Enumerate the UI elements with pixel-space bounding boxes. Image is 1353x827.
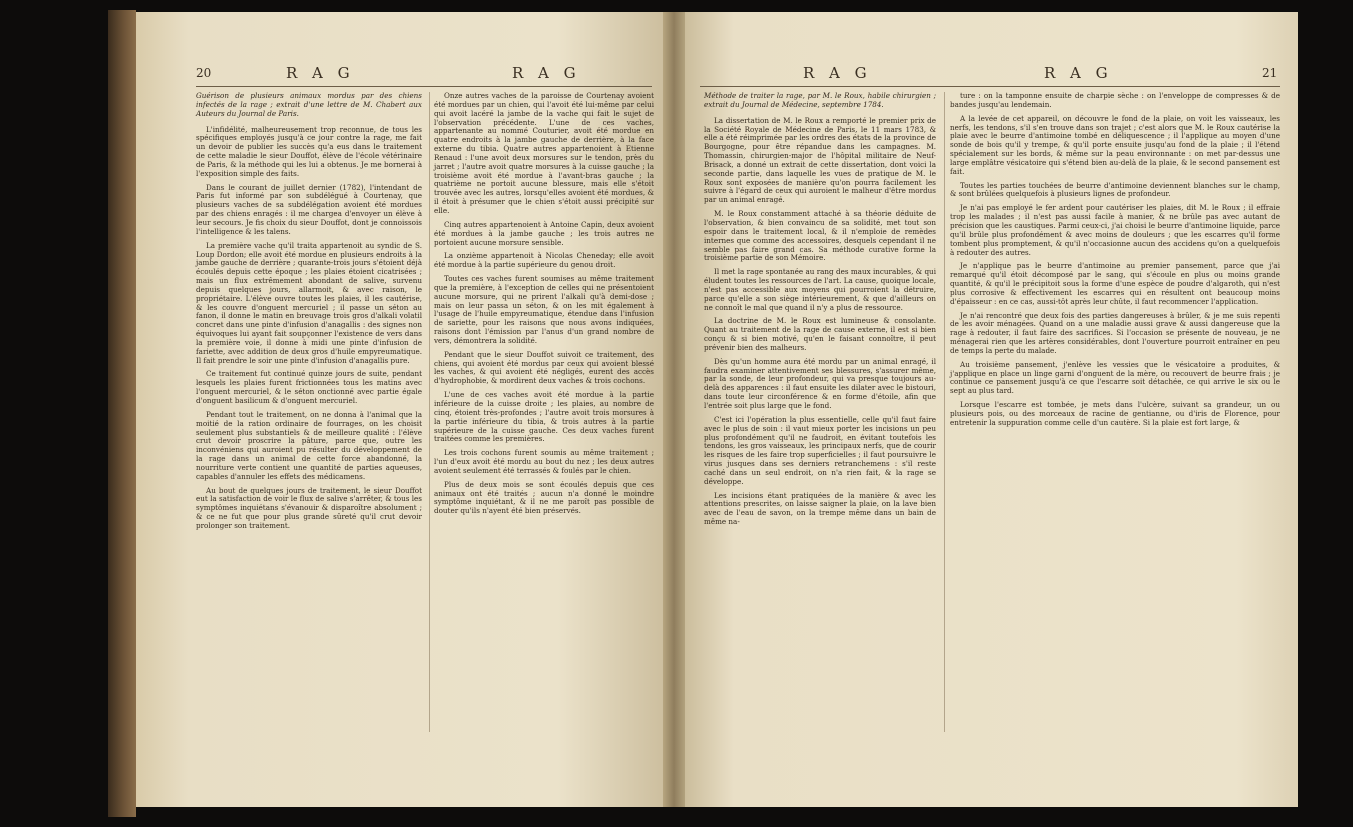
page-number-right: 21 <box>1262 66 1278 80</box>
left-page-column-2 <box>434 92 654 521</box>
paragraph: La doctrine de M. le Roux est lumineuse & consolante. Quant au traitement de la rage de cause externe, il est si bien conçu & si bien motivé, qu'en le faisant connoître, il peut prévenir bien des malheurs. <box>704 316 936 352</box>
article-title: Guérison de plusieurs animaux mordus par des chiens infectés de la rage ; extrait d'une lettre de M. Chabert aux Auteurs du Journal de Paris. <box>196 91 422 118</box>
paragraph: Au bout de quelques jours de traitement, le sieur Douffot eut la satisfaction de voir le flux de salive s'arrêter, & tous les symptômes inquiétans s'évanouir & disparoître absolument ; & ce ne fut que pour plus grande sûreté qu'il crut devoir prolonger son traitement. <box>196 485 422 530</box>
paragraph: Onze autres vaches de la paroisse de Courtenay avoient été mordues par un chien, qui l'avoit été lui-même par celui qui avoit lacéré la jambe de la vache qui fait le sujet de l'observation précédente. L'une de ces vaches, appartenante au nommé Couturier, avoit été mordue en quatre endroits à la jambe gauche de derrière, à la face externe du tibia. Quatre autres appartenoient à Etienne Renaud : l'une avoit deux morsures sur le tendon, près du jarret ; l'autre avoit quatre morsures à la cuisse gauche ; la troisième avoit été mordue à l'avant-bras gauche ; la quatrième ne portoit aucune blessure, mais elle s'étoit trouvée avec les autres, lorsqu'elles avoient été mordues, & il étoit à présumer que le chien s'étoit aussi précipité sur elle. <box>434 91 654 215</box>
running-head-right-col2: R A G <box>1044 64 1113 82</box>
paragraph: Toutes les parties touchées de beurre d'antimoine deviennent blanches sur le champ, & sont brûlées quelquefois à plusieurs lignes de profondeur. <box>950 180 1280 199</box>
paragraph: C'est ici l'opération la plus essentielle, celle qu'il faut faire avec le plus de soin : il vaut mieux porter les incisions un peu plus profondément qu'il ne faudroit, en évitant toutefois les tendons, les gros vaisseaux, les principaux nerfs, que de courir les risques de les faire trop superficielles ; il faut poursuivre le virus jusques dans ses derniers retranchemens : s'il reste caché dans un seul endroit, on n'a rien fait, & la rage se développe. <box>704 414 936 486</box>
right-page-column-1 <box>704 92 936 532</box>
column-divider-right <box>944 92 945 732</box>
paragraph: L'une de ces vaches avoit été mordue à la partie inférieure de la cuisse droite ; les plaies, au nombre de cinq, étoient très-profondes ; l'autre avoit trois morsures à la partie inférieure du tibia, & trois autres à la partie supérieure de la cuisse gauche. Ces deux vaches furent traitées comme les premières. <box>434 390 654 444</box>
paragraph: Dès qu'un homme aura été mordu par un animal enragé, il faudra examiner attentivement ses blessures, s'assurer même, par la sonde, de leur profondeur, qui va presque toujours au-delà des apparences : il faut ensuite les dilater avec le bistouri, dans toute leur circonférence & en forme d'étoile, afin que l'entrée soit plus large que le fond. <box>704 356 936 410</box>
paragraph: Je n'applique pas le beurre d'antimoine au premier pansement, parce que j'ai remarqué qu'il étoit décomposé par le sang, qui s'écoule en plus ou moins grande quantité, & qu'il le précipitoit sous la forme d'une espèce de poudre d'algaroth, qui n'est plus corrosive & effectivement les escarres qui en résultent ont beaucoup moins d'épaisseur : en ce cas, aussi-tôt après leur chûte, il faut recommencer l'application. <box>950 261 1280 306</box>
paragraph: Dans le courant de juillet dernier (1782), l'intendant de Paris fut informé par son subdélégué à Courtenay, que plusieurs vaches de sa subdélégation avoient été mordues par des chiens enragés : il me chargea d'envoyer un élève à leur secours. Je fis choix du sieur Douffot, dont je connoissois l'intelligence & les talens. <box>196 182 422 236</box>
paragraph: Je n'ai pas employé le fer ardent pour cautériser les plaies, dit M. le Roux ; il effraie trop les malades ; il n'est pas aussi facile à manier, & ne brûle pas avec autant de précision que les caustiques. Parmi ceux-ci, j'ai choisi le beurre d'antimoine liquide, parce qu'il brûle plus profondément & avec moins de douleurs ; que les escarres qu'il forme tombent plus promptement, & qu'il n'occasionne aucun des accidens qu'on a quelquefois à redouter des autres. <box>950 203 1280 257</box>
paragraph: La première vache qu'il traita appartenoit au syndic de S. Loup Dordon; elle avoit été mordue en plusieurs endroits à la jambe gauche de derrière ; quarante-trois jours s'étoient déjà écoulés depuis cette époque ; les plaies étoient cicatrisées ; mais un flux extrêmement abondant de salive, survenu depuis quelques jours, allarmoit, & avec raison, le propriétaire. L'élève ouvre toutes les plaies, il les cautérise, & les couvre d'onguent mercuriel ; il passe un séton au fanon, il donne le matin en breuvage trois gros d'alkali volatil concret dans une pinte d'infusion d'anagallis : des signes non équivoques lui ayant fait soupçonner l'existence de vers dans la première voie, il donne à midi une pinte d'infusion de fariette, avec addition de deux gros d'huile empyreumatique. Il fait prendre le soir une pinte d'infusion d'anagallis pure. <box>196 240 422 365</box>
page-number-left: 20 <box>196 66 212 80</box>
paragraph: Je n'ai rencontré que deux fois des parties dangereuses à brûler, & je me suis repenti de les avoir ménagées. Quand on a une maladie aussi grave & aussi dangereuse que la rage à redouter, il faut faire des sacrifices. Si l'occasion se présente de nouveau, je ne ménagerai rien que les artères considérables, dont l'ouverture pourroit entraîner en peu de temps la perte du malade. <box>950 310 1280 355</box>
paragraph: Pendant tout le traitement, on ne donna à l'animal que la moitié de la ration ordinaire de fourrages, on les choisit seulement plus substantiels & de meilleure qualité : l'élève crut devoir proscrire la pâture, parce que, outre les inconvéniens qui auroient pu résulter du développement de la rage dans un animal de cette force abandonné, la nourriture verte contient une quantité de parties aqueuses, capables d'annuler les effets des médicamens. <box>196 409 422 481</box>
paragraph: Ce traitement fut continué quinze jours de suite, pendant lesquels les plaies furent frictionnées tous les matins avec l'onguent mercuriel, & le séton onctionné avec partie égale d'onguent basilicum & d'onguent mercuriel. <box>196 369 422 405</box>
paragraph: A la levée de cet appareil, on découvre le fond de la plaie, on voit les vaisseaux, les nerfs, les tendons, s'il s'en trouve dans son trajet ; c'est alors que M. le Roux cautérise la plaie avec le beurre d'antimoine tombé en déliquescence ; il l'applique au moyen d'une sonde de bois qu'il y trempe, & qu'il porte ensuite jusqu'au fond de la plaie ; il l'étend spécialement sur les bords, & même sur la peau environnante : on met par-dessus une large emplâtre vésicatoire qui s'étend bien au-delà de la plaie, & le second pansement est fait. <box>950 113 1280 176</box>
right-page-column-2 <box>950 92 1280 433</box>
book-gutter <box>663 12 685 807</box>
left-page-column-1 <box>196 92 422 536</box>
paragraph: La onzième appartenoit à Nicolas Cheneday; elle avoit été mordue à la partie supérieure du genou droit. <box>434 251 654 270</box>
paragraph: Toutes ces vaches furent soumises au même traitement que la première, à l'exception de celles qui ne présentoient aucune morsure, qui ne prirent l'alkali qu'à demi-dose ; mais on leur passa un séton, & on les mit également à l'usage de l'huile empyreumatique, étendue dans l'infusion de sariette, pour les raisons que nous avons indiquées, raisons dont l'émission par l'anus d'un grand nombre de vers, démontrera la solidité. <box>434 274 654 345</box>
running-head-left-col2: R A G <box>512 64 581 82</box>
header-rule-left <box>196 86 652 87</box>
running-head-right-col1: R A G <box>803 64 872 82</box>
paragraph: Les trois cochons furent soumis au même traitement ; l'un d'eux avoit été mordu au bout du nez ; les deux autres avoient seulement été terrassés & foulés par le chien. <box>434 448 654 475</box>
paragraph: ture : on la tamponne ensuite de charpie sèche : on l'enveloppe de compresses & de bandes jusqu'au lendemain. <box>950 91 1280 109</box>
paragraph: Cinq autres appartenoient à Antoine Capin, deux avoient été mordues à la jambe gauche ; les trois autres ne portoient aucune morsure sensible. <box>434 219 654 247</box>
paragraph: L'infidélité, malheureusement trop reconnue, de tous les spécifiques employés jusqu'à ce jour contre la rage, me fait un devoir de publier les succès qu'a eus dans le traitement de cette maladie le sieur Douffot, élève de l'école vétérinaire de Paris, & la méthode qui les lui a obtenus. Je me bornerai à l'exposition simple des faits. <box>196 124 422 178</box>
paragraph: M. le Roux constamment attaché à sa théorie déduite de l'observation, & bien convaincu de sa solidité, met tout son espoir dans le traitement local, & il n'emploie de remèdes internes que comme des accessoires, desquels cependant il ne semble pas faire grand cas. Sa méthode curative forme la troisième partie de son Mémoire. <box>704 209 936 263</box>
paragraph: Plus de deux mois se sont écoulés depuis que ces animaux ont été traités ; aucun n'a donné le moindre symptôme inquiétant, & il ne me paroît pas possible de douter qu'ils n'ayent été bien préservés. <box>434 479 654 516</box>
article-title: Méthode de traiter la rage, par M. le Roux, habile chirurgien ; extrait du Journal de Médecine, septembre 1784. <box>704 91 936 109</box>
paragraph: Au troisième pansement, j'enlève les vessies que le vésicatoire a produites, & j'applique en place un linge garni d'onguent de la mère, ou recouvert de beurre frais ; je continue ce pansement jusqu'à ce que l'escarre soit détachée, ce qui arrive le six ou le sept au plus tard. <box>950 359 1280 396</box>
paragraph: Lorsque l'escarre est tombée, je mets dans l'ulcère, suivant sa grandeur, un ou plusieurs pois, ou des morceaux de racine de gentianne, ou d'iris de Florence, pour entretenir la suppuration comme celle d'un cautère. Si la plaie est fort large, & <box>950 400 1280 427</box>
header-rule-right <box>700 86 1280 87</box>
column-divider-left <box>429 92 430 732</box>
running-head-left-col1: R A G <box>286 64 355 82</box>
paragraph: Pendant que le sieur Douffot suivoit ce traitement, des chiens, qui avoient été mordus par ceux qui avoient blessé les vaches, & qui avoient été négligés, eurent des accès d'hydrophobie, & mordirent deux vaches & trois cochons. <box>434 349 654 386</box>
paragraph: La dissertation de M. le Roux a remporté le premier prix de la Société Royale de Médecine de Paris, le 11 mars 1783, & elle a été réimprimée par les ordres des états de la province de Bourgogne, pour être répandue dans les campagnes. M. Thomassin, chirurgien-major de l'hôpital militaire de Neuf-Brisack, a donné un extrait de cette dissertation, dont voici la seconde partie, dans laquelle les vues de pratique de M. le Roux sont exposées de manière qu'on pourra facilement les suivre à l'égard de ceux qui auroient le malheur d'être mordus par un animal enragé. <box>704 115 936 205</box>
paragraph: Il met la rage spontanée au rang des maux incurables, & qui éludent toutes les ressources de l'art. La cause, quoique locale, n'est pas accessible aux moyens qui pourroient la détruire, parce qu'elle a son siège intérieurement, & que d'ailleurs on ne connoît le mal que quand il n'y a plus de ressource. <box>704 267 936 312</box>
book-cover-edge <box>108 10 136 817</box>
paragraph: Les incisions étant pratiquées de la manière & avec les attentions prescrites, on laisse saigner la plaie, on la lave bien avec de l'eau de savon, on la trempe même dans un bain de même na- <box>704 490 936 527</box>
